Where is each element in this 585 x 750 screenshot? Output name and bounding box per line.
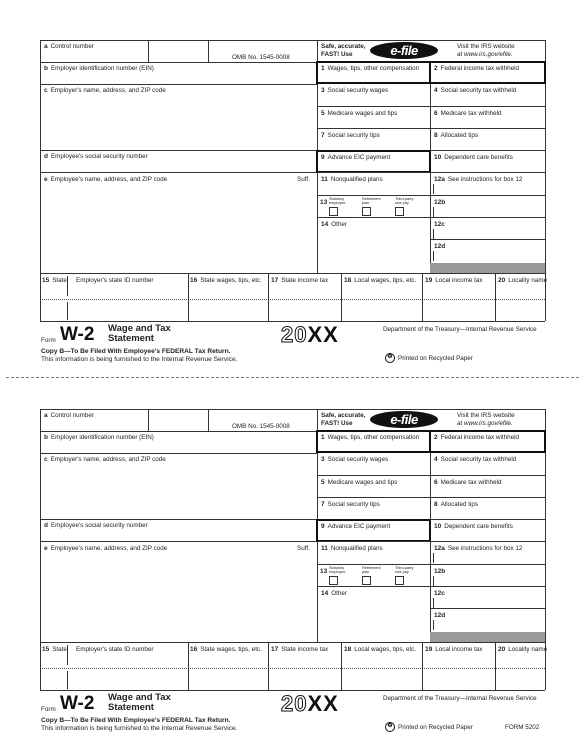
box-5-label: 5 Medicare wages and tips [321, 110, 398, 117]
visit-text-2: at www.irs.gov/efile. [457, 51, 513, 58]
box-10-label: 10 Dependent care benefits [434, 154, 513, 161]
statement-title: Statement [108, 702, 154, 713]
box-15-label: 15 State [42, 646, 67, 653]
shaded-area [430, 263, 545, 273]
box-8-label: 8 Allocated tips [434, 501, 479, 508]
suff-label: Suff. [297, 176, 310, 183]
box-12b-label: 12b [434, 199, 446, 206]
box-11-label: 11 Nonqualified plans [321, 176, 383, 183]
box-4-label: 4 Social security tax withheld [434, 456, 517, 463]
recycle-icon: ♻ [385, 722, 395, 732]
sickpay-checkbox[interactable] [395, 576, 404, 585]
box-16-label: 16 State wages, tips, etc. [190, 646, 262, 653]
box-14-label: 14 Other [321, 221, 347, 228]
box-19-label: 19 Local income tax [425, 277, 483, 284]
box-8-label: 8 Allocated tips [434, 132, 479, 139]
box-10-label: 10 Dependent care benefits [434, 523, 513, 530]
box-4-label: 4 Social security tax withheld [434, 87, 517, 94]
box-1-label: 1 Wages, tips, other compensation [321, 434, 420, 441]
box-11-label: 11 Nonqualified plans [321, 545, 383, 552]
box-d-label: d Employee's social security number [44, 522, 148, 529]
retirement-label: Retirement plan [362, 566, 381, 574]
box-7-label: 7 Social security tips [321, 132, 380, 139]
info-text: This information is being furnished to the Internal Revenue Service. [41, 356, 238, 363]
form-number: FORM 5202 [505, 724, 540, 731]
box-9-label: 9 Advance EIC payment [321, 154, 391, 161]
box-2-label: 2 Federal income tax withheld [434, 65, 520, 72]
retirement-checkbox[interactable] [362, 207, 371, 216]
box-d-label: d Employee's social security number [44, 153, 148, 160]
recycled-text: Printed on Recycled Paper [398, 724, 473, 731]
state-id-label: Employer's state ID number [76, 277, 154, 284]
shaded-area [430, 632, 545, 642]
safe-text: Safe, accurate, [321, 43, 366, 50]
tax-year: 20XX [281, 691, 339, 716]
sickpay-label: Third-party sick pay [395, 197, 414, 205]
fast-text: FAST! Use [321, 420, 353, 427]
statutory-checkbox[interactable] [329, 576, 338, 585]
fast-text: FAST! Use [321, 51, 353, 58]
statutory-label: Statutory employee [329, 566, 346, 574]
box-b-label: b Employer identification number (EIN) [44, 434, 154, 441]
retirement-checkbox[interactable] [362, 576, 371, 585]
box-6-label: 6 Medicare tax withheld [434, 110, 502, 117]
box-20-label: 20 Locality name [498, 277, 548, 284]
box-3-label: 3 Social security wages [321, 87, 389, 94]
box-12c-label: 12c [434, 221, 445, 228]
sickpay-label: Third-party sick pay [395, 566, 414, 574]
box-7-label: 7 Social security tips [321, 501, 380, 508]
box-12d-label: 12d [434, 612, 446, 619]
box-18-label: 18 Local wages, tips, etc. [344, 277, 417, 284]
copy-b-text: Copy B—To Be Filed With Employee's FEDERAL Tax Return. [41, 348, 231, 355]
box-13-label: 13 [320, 568, 328, 575]
box-20-label: 20 Locality name [498, 646, 548, 653]
box-19-label: 19 Local income tax [425, 646, 483, 653]
box-e-label: e Employee's name, address, and ZIP code [44, 176, 168, 183]
dept-text: Department of the Treasury—Internal Revenue Service [383, 695, 537, 702]
box-17-label: 17 State income tax [271, 277, 329, 284]
statutory-label: Statutory employee [329, 197, 346, 205]
box-e-label: e Employee's name, address, and ZIP code [44, 545, 168, 552]
statement-title: Statement [108, 333, 154, 344]
box-2-label: 2 Federal income tax withheld [434, 434, 520, 441]
recycled-text: Printed on Recycled Paper [398, 355, 473, 362]
box-12a-label: 12a See instructions for box 12 [434, 545, 523, 552]
visit-text-2: at www.irs.gov/efile. [457, 420, 513, 427]
form-word: Form [41, 337, 56, 344]
box-17-label: 17 State income tax [271, 646, 329, 653]
box-9-label: 9 Advance EIC payment [321, 523, 391, 530]
box-12a-label: 12a See instructions for box 12 [434, 176, 523, 183]
box-13-label: 13 [320, 199, 328, 206]
w2-form-copy-bottom [0, 369, 585, 750]
box-12b-label: 12b [434, 568, 446, 575]
retirement-label: Retirement plan [362, 197, 381, 205]
suff-label: Suff. [297, 545, 310, 552]
efile-logo: e-file [370, 411, 438, 428]
tax-year: 20XX [281, 322, 339, 347]
box-c-label: c Employer's name, address, and ZIP code [44, 456, 166, 463]
efile-logo: e-file [370, 42, 438, 59]
form-w2-title: W-2 [60, 693, 95, 714]
box-16-label: 16 State wages, tips, etc. [190, 277, 262, 284]
dept-text: Department of the Treasury—Internal Revenue Service [383, 326, 537, 333]
form-w2-title: W-2 [60, 324, 95, 345]
box-15-label: 15 State [42, 277, 67, 284]
box-14-label: 14 Other [321, 590, 347, 597]
box-1-label: 1 Wages, tips, other compensation [321, 65, 420, 72]
info-text: This information is being furnished to the Internal Revenue Service. [41, 725, 238, 732]
box-b-label: b Employer identification number (EIN) [44, 65, 154, 72]
box-a-label: a Control number [44, 412, 95, 419]
box-c-label: c Employer's name, address, and ZIP code [44, 87, 166, 94]
state-id-label: Employer's state ID number [76, 646, 154, 653]
box-12d-label: 12d [434, 243, 446, 250]
form-word: Form [41, 706, 56, 713]
omb-number: OMB No. 1545-0008 [232, 54, 290, 61]
omb-number: OMB No. 1545-0008 [232, 423, 290, 430]
box-a-label: a Control number [44, 43, 95, 50]
box-3-label: 3 Social security wages [321, 456, 389, 463]
visit-text-1: Visit the IRS website [457, 412, 515, 419]
box-5-label: 5 Medicare wages and tips [321, 479, 398, 486]
sickpay-checkbox[interactable] [395, 207, 404, 216]
wage-tax-title: Wage and Tax [108, 692, 171, 703]
box-6-label: 6 Medicare tax withheld [434, 479, 502, 486]
wage-tax-title: Wage and Tax [108, 323, 171, 334]
statutory-checkbox[interactable] [329, 207, 338, 216]
safe-text: Safe, accurate, [321, 412, 366, 419]
recycle-icon: ♻ [385, 353, 395, 363]
box-12c-label: 12c [434, 590, 445, 597]
box-18-label: 18 Local wages, tips, etc. [344, 646, 417, 653]
copy-b-text: Copy B—To Be Filed With Employee's FEDERAL Tax Return. [41, 717, 231, 724]
visit-text-1: Visit the IRS website [457, 43, 515, 50]
